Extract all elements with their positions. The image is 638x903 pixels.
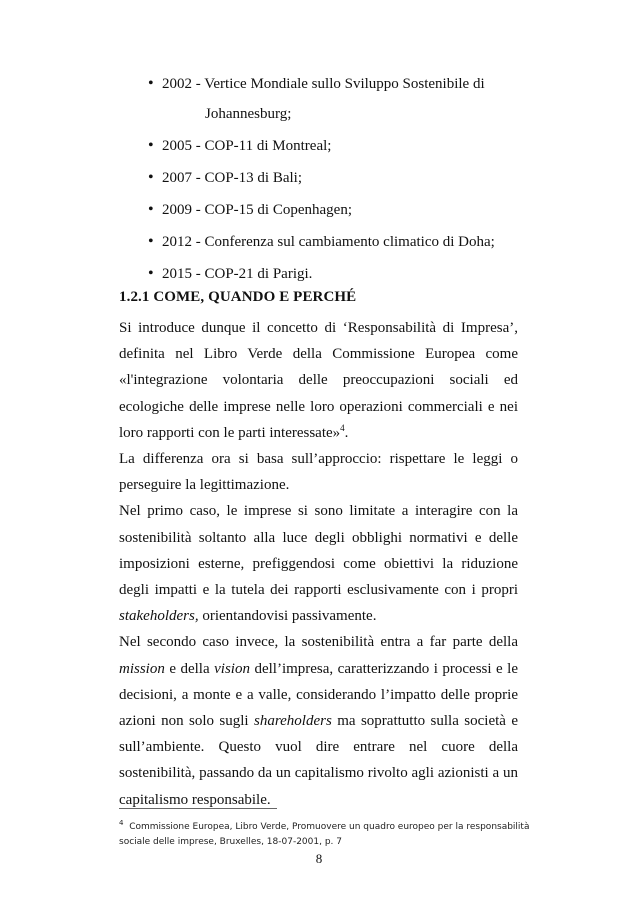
body-text: [119, 315, 518, 813]
list-item-continuation: Johannesburg;: [205, 106, 292, 122]
list-item: [150, 262, 530, 286]
term-mission: mission: [119, 660, 165, 677]
footnote-ref[interactable]: 4: [340, 422, 345, 433]
footnote-text: Commissione Europea, Libro Verde, Promuovere un quadro europeo per la responsabilità sociale delle imprese, Bruxelles, 18-07-2001, p. 7: [119, 822, 530, 847]
list-item-text: 2015 - COP-21 di Parigi.: [162, 266, 313, 282]
paragraph-text: Si introduce dunque il concetto di ‘Responsabilità di Impresa’, definita nel Libro Verde della Commissione Europea come «l'integrazione volontaria delle preoccupazioni sociali ed ecologiche delle imprese nelle loro operazioni commerciali e nei loro rapporti con le parti interessate»: [119, 320, 518, 441]
list-item-text: 2012 - Conferenza sul cambiamento climatico di Doha;: [162, 234, 495, 250]
paragraph-text: Nel secondo caso invece, la sostenibilità entra a far parte della: [119, 634, 518, 651]
paragraph-text: orientandovisi passivamente.: [198, 608, 377, 625]
conference-timeline-list: [150, 72, 530, 294]
term-stakeholders: stakeholders,: [119, 608, 199, 625]
footnote-number: 4: [119, 819, 124, 827]
list-item-text: 2005 - COP-11 di Montreal;: [162, 138, 332, 154]
list-item: [150, 198, 530, 222]
footnote-divider: [119, 808, 277, 809]
section-heading: 1.2.1 COME, QUANDO E PERCHÉ: [119, 289, 357, 305]
paragraph-difference: La differenza ora si basa sull’approccio: rispettare le leggi o perseguire la legittimazione.: [119, 451, 518, 494]
list-item: [150, 230, 530, 254]
list-item-text: 2002 - Vertice Mondiale sullo Sviluppo Sostenibile di: [162, 76, 485, 92]
list-item: [150, 72, 530, 126]
term-vision: vision: [214, 660, 250, 677]
paragraph-text: e della: [164, 660, 215, 677]
term-shareholders: shareholders: [254, 713, 332, 730]
list-item-text: 2007 - COP-13 di Bali;: [162, 170, 303, 186]
paragraph-text: Nel primo caso, le imprese si sono limitate a interagire con la sostenibilità soltanto alla luce degli obblighi normativi e delle imposizioni esterne, prefiggendosi come obiettivi la riduzione degli impatti e la tutela dei rapporti esclusivamente con i propri: [119, 503, 518, 599]
paragraph-definition: [119, 315, 518, 446]
list-item-text: 2009 - COP-15 di Copenhagen;: [162, 202, 352, 218]
page-number: 8: [315, 851, 323, 866]
list-item: [150, 166, 530, 190]
paragraph-text: dell’impresa, caratterizzando i processi e le decisioni, a monte e a valle, considerando l’impatto delle proprie azioni non solo sugli: [119, 660, 519, 730]
list-item: [150, 134, 530, 158]
paragraph-text: ma soprattutto sulla società e sull’ambiente. Questo vuol dire entrare nel cuore della sostenibilità, passando da un capitalismo rivolto agli azionisti a un capitalismo responsabile.: [119, 713, 519, 808]
paragraph-end: .: [344, 424, 349, 441]
paragraph-first-case: [119, 498, 518, 629]
footnote: [119, 816, 539, 850]
paragraph-second-case: [119, 629, 518, 812]
